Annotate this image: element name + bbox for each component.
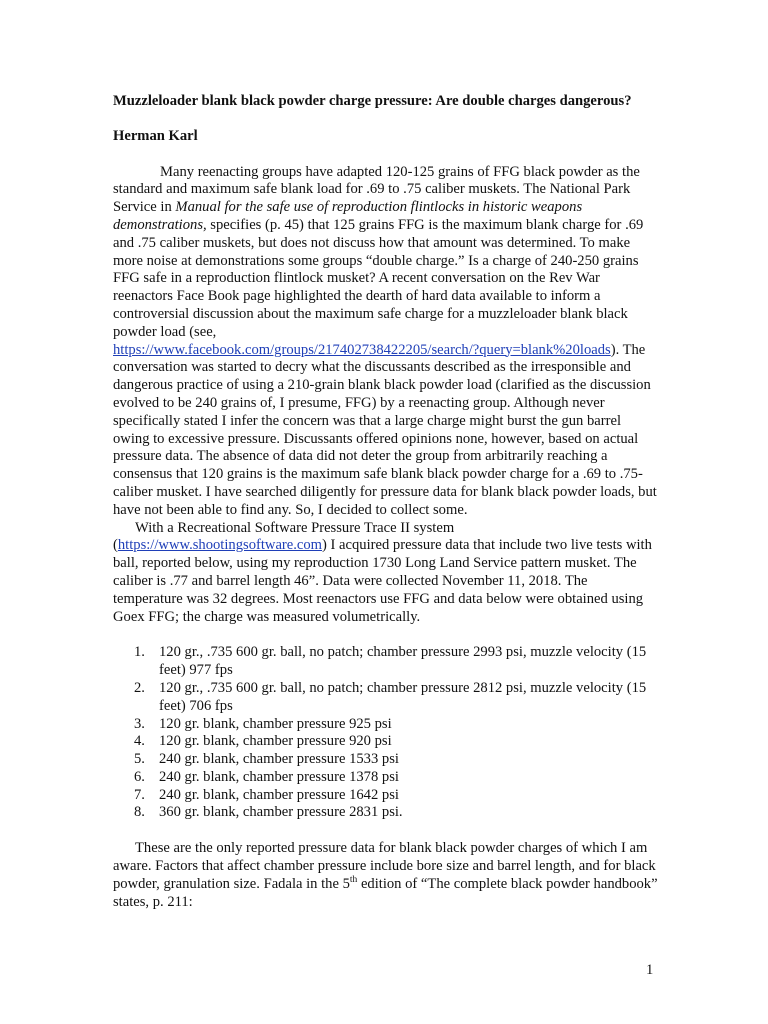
author-name: Herman Karl xyxy=(113,127,198,144)
pressure-data-list xyxy=(113,644,658,822)
list-item xyxy=(113,644,658,680)
paragraph-text: With a Recreational Software Pressure Trace II system ( xyxy=(113,519,455,554)
paragraph-intro xyxy=(113,164,658,520)
paragraph-text: specifies (p. 45) that 125 grains FFG is the maximum blank charge for .69 and .75 caliber muskets, but does not discuss how that amount was determined. To make more noise at demonstrations some groups “double charge.” Is a charge of 240-250 grains FFG safe in a reproduction flintlock musket? A recent conversation on the Rev War reenactors Face Book page highlighted the dearth of hard data available to inform a controversial discussion about the maximum safe charge for a muzzleloader blank black powder load (see, xyxy=(113,216,644,340)
list-number: 3. xyxy=(134,715,145,732)
document-title: Muzzleloader blank black powder charge pressure: Are double charges dangerous? xyxy=(113,93,632,109)
manual-title: Manual for the safe use of reproduction flintlocks in historic weapons demonstrations, xyxy=(113,199,583,233)
paragraph-text: ) I acquired pressure data that include two live tests with ball, reported below, using my reproduction 1730 Long Land Service pattern musket. The caliber is .77 and barrel length 46”. Data were collected November 11, 2018. The temperature was 32 degrees. Most reenactors use FFG and data below were obtained using Goex FFG; the charge was measured volumetrically. xyxy=(113,537,652,625)
list-number: 8. xyxy=(134,804,145,821)
list-text: 240 gr. blank, chamber pressure 1533 psi xyxy=(159,751,399,768)
list-item xyxy=(113,769,658,787)
shootingsoftware-link[interactable]: https://www.shootingsoftware.com xyxy=(117,537,323,554)
list-number: 2. xyxy=(134,679,145,696)
paragraph-method xyxy=(113,520,658,627)
list-number: 7. xyxy=(134,786,145,803)
ordinal-suffix: th xyxy=(349,875,358,886)
list-text: 240 gr. blank, chamber pressure 1642 psi xyxy=(159,786,399,803)
page-number: 1 xyxy=(646,962,654,978)
list-item xyxy=(113,716,658,734)
list-text: 120 gr. blank, chamber pressure 925 psi xyxy=(159,715,392,732)
list-number: 6. xyxy=(134,768,145,785)
list-number: 5. xyxy=(134,751,145,768)
list-text: 120 gr., .735 600 gr. ball, no patch; chamber pressure 2993 psi, muzzle velocity (15 feet) 977 fps xyxy=(159,644,647,679)
list-item xyxy=(113,733,658,751)
paragraph-text: ). The conversation was started to decry what the discussants described as the irresponsible and dangerous practice of using a 210-grain blank black powder load (clarified as the discussion evolved to be 240 grains of, I presume, FFG) by a reenacting group. Although never specifically stated I infer the concern was that a large charge might burst the gun barrel owing to excessive pressure. Discussants offered opinions none, however, based on actual pressure data. The absence of data did not deter the group from arbitrarily reaching a consensus that 120 grains is the maximum safe blank black powder charge for a .69 to .75-caliber musket. I have searched diligently for pressure data for blank black powder loads, but have not been able to find any. So, I decided to collect some. xyxy=(113,341,657,518)
list-text: 360 gr. blank, chamber pressure 2831 psi. xyxy=(159,804,403,821)
list-text: 120 gr., .735 600 gr. ball, no patch; chamber pressure 2812 psi, muzzle velocity (15 feet) 706 fps xyxy=(159,679,647,714)
list-item xyxy=(113,680,658,716)
paragraph-text: Many reenacting groups have adapted 120-125 grains of FFG black powder as the standard and maximum safe blank load for .69 to .75 caliber muskets. The National Park Service in xyxy=(113,163,640,216)
list-number: 1. xyxy=(134,644,145,661)
list-number: 4. xyxy=(134,733,145,750)
list-text: 120 gr. blank, chamber pressure 920 psi xyxy=(159,733,392,750)
list-item xyxy=(113,751,658,769)
list-item xyxy=(113,787,658,805)
paragraph-text: These are the only reported pressure data for blank black powder charges of which I am aware. Factors that affect chamber pressure include bore size and barrel length, and for black powder, granulation size. Fadala in the 5 xyxy=(113,840,656,892)
list-item xyxy=(113,804,658,822)
list-text: 240 gr. blank, chamber pressure 1378 psi xyxy=(159,768,399,785)
page-content xyxy=(113,93,658,911)
paragraph-text: edition of “The complete black powder handbook” states, p. 211: xyxy=(113,875,658,910)
paragraph-discussion xyxy=(113,840,658,911)
facebook-link[interactable]: https://www.facebook.com/groups/217402738422205/search/?query=blank%20loads xyxy=(113,341,611,358)
